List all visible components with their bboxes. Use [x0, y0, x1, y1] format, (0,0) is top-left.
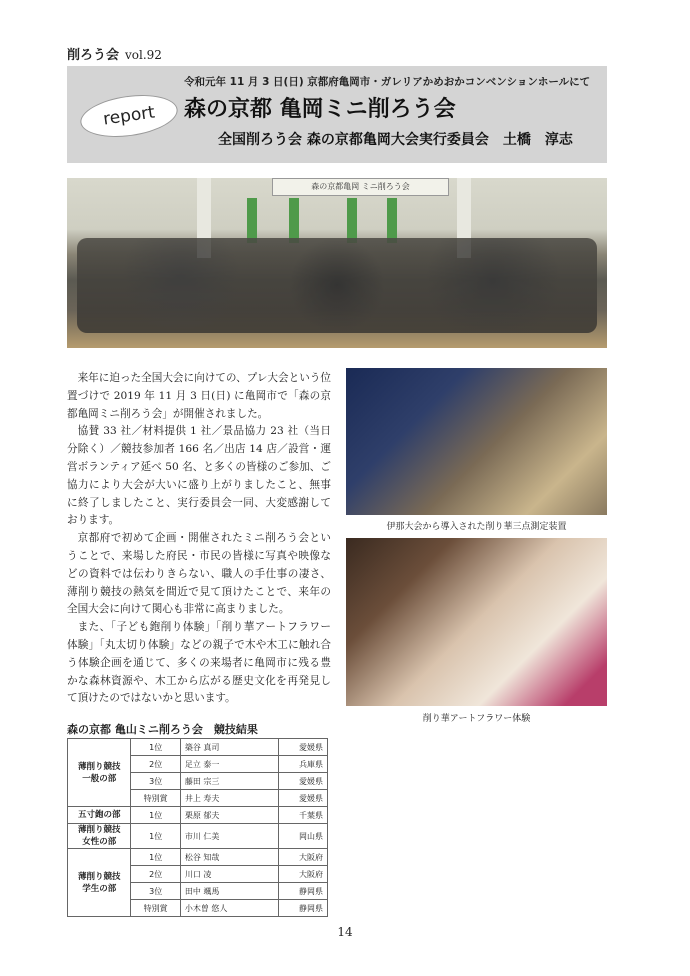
- results-row: [68, 824, 328, 849]
- results-name: 築谷 真司: [180, 739, 278, 756]
- results-name: 栗原 郁夫: [180, 807, 278, 824]
- body-paragraph-1: 来年に迫った全国大会に向けての、プレ大会という位置づけで 2019 年 11 月 3 日(日) に亀岡市で「森の京都亀岡ミニ削ろう会」が開催されました。: [67, 372, 331, 420]
- green-flag: [247, 198, 257, 243]
- results-rank: 特別賞: [131, 790, 180, 807]
- results-name: 小木曽 悠人: [180, 900, 278, 917]
- results-name: 川口 凌: [180, 866, 278, 883]
- results-category: 薄削り競技 女性の部: [68, 824, 131, 849]
- article-title: 森の京都 亀岡ミニ削ろう会: [184, 97, 456, 122]
- photo1-caption: 伊那大会から導入された削り華三点測定装置: [386, 522, 567, 532]
- results-pref: 千葉県: [278, 807, 327, 824]
- results-pref: 愛媛県: [278, 739, 327, 756]
- body-paragraph-3: 京都府で初めて企画・開催されたミニ削ろう会ということで、来場した府民・市民の皆様に写真や映像などの資料では伝わりきらない、職人の手仕事の凄さ、薄削り競技の熱気を間近で見て頂けたことで、来年の全国大会に向けて関心も非常に高まりました。: [67, 532, 331, 616]
- results-name: 藤田 宗三: [180, 773, 278, 790]
- report-badge: report: [78, 89, 181, 142]
- results-name: 松谷 知哉: [180, 849, 278, 866]
- results-category: 薄削り競技 一般の部: [68, 739, 131, 807]
- results-pref: 愛媛県: [278, 790, 327, 807]
- results-rank: 2位: [131, 866, 180, 883]
- body-paragraph-2: 協賛 33 社／材料提供 1 社／景品協力 23 社（当日分除く）／競技参加者 166 名／出店 14 店／設営・運営ボランティア延べ 50 名、と多くの皆様のご参加、ご協力により大会が大いに盛り上がりましたこと、無事に終了しましたこと、実行委員会一同、大変感謝しております。: [67, 425, 331, 527]
- crowd: [77, 238, 597, 333]
- series-vol: vol.92: [125, 48, 162, 62]
- event-banner: 森の京都亀岡 ミニ削ろう会: [272, 178, 449, 196]
- results-rank: 1位: [131, 849, 180, 866]
- results-pref: 静岡県: [278, 883, 327, 900]
- results-pref: 愛媛県: [278, 773, 327, 790]
- results-rank: 2位: [131, 756, 180, 773]
- body-paragraph-4: また、「子ども鉋削り体験」「削り華アートフラワー体験」「丸太切り体験」などの親子で木や木工に触れ合う体験企画を通じて、多くの来場者に亀岡市に残る豊かな森林資源や、木工から広がる歴史文化を再発見して頂けたのではないかと思います。: [67, 621, 331, 705]
- measurement-device-photo: [346, 368, 607, 515]
- results-category: 薄削り競技 学生の部: [68, 849, 131, 917]
- results-rank: 3位: [131, 773, 180, 790]
- results-pref: 大阪府: [278, 866, 327, 883]
- results-rank: 1位: [131, 807, 180, 824]
- results-rank: 3位: [131, 883, 180, 900]
- results-rank: 1位: [131, 739, 180, 756]
- results-row: [68, 849, 328, 866]
- results-pref: 兵庫県: [278, 756, 327, 773]
- results-name: 足立 泰一: [180, 756, 278, 773]
- series-name: 削ろう会: [67, 48, 120, 63]
- art-flower-photo: [346, 538, 607, 706]
- event-date-line: 令和元年 11 月 3 日(日) 京都府亀岡市・ガレリアかめおかコンベンションホールにて: [184, 76, 591, 88]
- results-name: 市川 仁美: [180, 824, 278, 849]
- group-photo: [67, 178, 607, 348]
- series-label: [67, 44, 162, 63]
- results-name: 田中 颯馬: [180, 883, 278, 900]
- green-flag: [387, 198, 397, 243]
- results-row: [68, 739, 328, 756]
- results-rank: 特別賞: [131, 900, 180, 917]
- page-number: 14: [337, 925, 353, 939]
- results-pref: 岡山県: [278, 824, 327, 849]
- article-body: [67, 370, 331, 708]
- results-row: [68, 807, 328, 824]
- results-name: 井上 寿夫: [180, 790, 278, 807]
- results-rank: 1位: [131, 824, 180, 849]
- green-flag: [289, 198, 299, 243]
- results-category: 五寸鉋の部: [68, 807, 131, 824]
- results-pref: 静岡県: [278, 900, 327, 917]
- results-table: [67, 738, 328, 917]
- green-flag: [347, 198, 357, 243]
- results-pref: 大阪府: [278, 849, 327, 866]
- photo2-caption: 削り華アートフラワー体験: [422, 714, 531, 724]
- article-author: 全国削ろう会 森の京都亀岡大会実行委員会 土橋 淳志: [218, 132, 573, 148]
- results-title: 森の京都 亀山ミニ削ろう会 競技結果: [67, 723, 258, 736]
